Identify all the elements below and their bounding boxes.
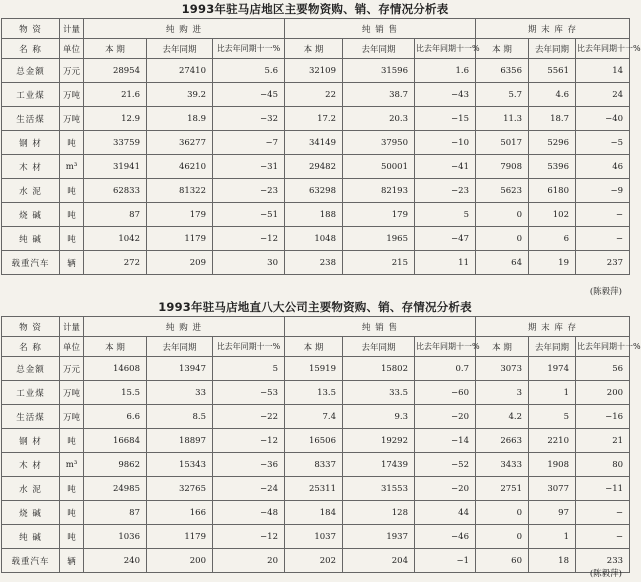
cell-inventory-current: 3073 bbox=[476, 357, 529, 381]
cell-inventory-pct-change: −40 bbox=[576, 107, 630, 131]
header-unit-2: 单位 bbox=[60, 39, 84, 59]
header-pct-change: 比去年同期十一% bbox=[576, 39, 630, 59]
header-last-year: 去年同期 bbox=[147, 337, 213, 357]
cell-inventory-current: 0 bbox=[476, 501, 529, 525]
cell-purchase-last-year: 81322 bbox=[147, 179, 213, 203]
table-row bbox=[2, 381, 630, 405]
cell-sales-pct-change: −20 bbox=[415, 405, 476, 429]
cell-sales-last-year: 204 bbox=[343, 549, 415, 573]
cell-material-name: 烧 碱 bbox=[2, 501, 60, 525]
cell-sales-pct-change: −43 bbox=[415, 83, 476, 107]
cell-purchase-current: 87 bbox=[84, 501, 147, 525]
cell-unit: 万吨 bbox=[60, 83, 84, 107]
cell-purchase-current: 33759 bbox=[84, 131, 147, 155]
header-purchase: 纯 购 进 bbox=[84, 19, 285, 39]
cell-inventory-last-year: 1 bbox=[529, 525, 576, 549]
cell-sales-current: 13.5 bbox=[285, 381, 343, 405]
cell-unit: 万吨 bbox=[60, 405, 84, 429]
cell-inventory-last-year: 102 bbox=[529, 203, 576, 227]
cell-purchase-pct-change: 30 bbox=[213, 251, 285, 275]
header-inventory: 期 末 库 存 bbox=[476, 19, 630, 39]
cell-material-name: 木 材 bbox=[2, 155, 60, 179]
header-current: 本 期 bbox=[84, 39, 147, 59]
table2-note: (陈毅萍) bbox=[589, 569, 622, 579]
cell-sales-last-year: 20.3 bbox=[343, 107, 415, 131]
cell-inventory-last-year: 18 bbox=[529, 549, 576, 573]
table1-note: (陈毅萍) bbox=[589, 287, 622, 297]
table-row bbox=[2, 179, 630, 203]
cell-purchase-pct-change: 5 bbox=[213, 357, 285, 381]
cell-inventory-pct-change: 46 bbox=[576, 155, 630, 179]
header-pct-change: 比去年同期十一% bbox=[576, 337, 630, 357]
cell-sales-current: 16506 bbox=[285, 429, 343, 453]
cell-purchase-last-year: 179 bbox=[147, 203, 213, 227]
cell-sales-last-year: 215 bbox=[343, 251, 415, 275]
header-current: 本 期 bbox=[285, 337, 343, 357]
cell-inventory-pct-change: 80 bbox=[576, 453, 630, 477]
cell-unit: 万吨 bbox=[60, 381, 84, 405]
cell-unit: 吨 bbox=[60, 501, 84, 525]
cell-sales-pct-change: −23 bbox=[415, 179, 476, 203]
header-material-1: 物 资 bbox=[2, 19, 60, 39]
cell-inventory-last-year: 6 bbox=[529, 227, 576, 251]
cell-inventory-last-year: 1 bbox=[529, 381, 576, 405]
cell-purchase-last-year: 46210 bbox=[147, 155, 213, 179]
table-row bbox=[2, 453, 630, 477]
cell-purchase-current: 62833 bbox=[84, 179, 147, 203]
cell-inventory-current: 7908 bbox=[476, 155, 529, 179]
cell-sales-pct-change: 5 bbox=[415, 203, 476, 227]
cell-inventory-current: 3433 bbox=[476, 453, 529, 477]
cell-purchase-last-year: 166 bbox=[147, 501, 213, 525]
cell-inventory-current: 2663 bbox=[476, 429, 529, 453]
cell-material-name: 钢 材 bbox=[2, 131, 60, 155]
cell-sales-last-year: 15802 bbox=[343, 357, 415, 381]
cell-inventory-current: 60 bbox=[476, 549, 529, 573]
cell-purchase-current: 31941 bbox=[84, 155, 147, 179]
cell-inventory-current: 64 bbox=[476, 251, 529, 275]
cell-sales-current: 8337 bbox=[285, 453, 343, 477]
cell-purchase-last-year: 32765 bbox=[147, 477, 213, 501]
cell-purchase-pct-change: −36 bbox=[213, 453, 285, 477]
cell-purchase-current: 14608 bbox=[84, 357, 147, 381]
cell-purchase-last-year: 1179 bbox=[147, 227, 213, 251]
cell-purchase-last-year: 33 bbox=[147, 381, 213, 405]
cell-inventory-last-year: 3077 bbox=[529, 477, 576, 501]
cell-inventory-last-year: 6180 bbox=[529, 179, 576, 203]
header-sales: 纯 销 售 bbox=[285, 317, 476, 337]
cell-unit: 万元 bbox=[60, 357, 84, 381]
cell-sales-current: 63298 bbox=[285, 179, 343, 203]
header-pct-change: 比去年同期十一% bbox=[415, 337, 476, 357]
cell-unit: 吨 bbox=[60, 131, 84, 155]
cell-purchase-pct-change: −31 bbox=[213, 155, 285, 179]
cell-inventory-pct-change: − bbox=[576, 501, 630, 525]
cell-inventory-last-year: 4.6 bbox=[529, 83, 576, 107]
header-material-2: 名 称 bbox=[2, 39, 60, 59]
cell-purchase-pct-change: 5.6 bbox=[213, 59, 285, 83]
cell-sales-pct-change: 44 bbox=[415, 501, 476, 525]
cell-sales-current: 184 bbox=[285, 501, 343, 525]
cell-purchase-pct-change: −12 bbox=[213, 429, 285, 453]
cell-material-name: 生活煤 bbox=[2, 107, 60, 131]
cell-inventory-pct-change: 200 bbox=[576, 381, 630, 405]
cell-sales-last-year: 1937 bbox=[343, 525, 415, 549]
cell-inventory-pct-change: 233 bbox=[576, 549, 630, 573]
cell-sales-pct-change: −47 bbox=[415, 227, 476, 251]
header-inventory: 期 末 库 存 bbox=[476, 317, 630, 337]
cell-sales-pct-change: −15 bbox=[415, 107, 476, 131]
table-row bbox=[2, 131, 630, 155]
cell-sales-pct-change: 0.7 bbox=[415, 357, 476, 381]
cell-inventory-current: 0 bbox=[476, 525, 529, 549]
cell-inventory-pct-change: 56 bbox=[576, 357, 630, 381]
cell-purchase-last-year: 18897 bbox=[147, 429, 213, 453]
cell-purchase-current: 240 bbox=[84, 549, 147, 573]
cell-sales-last-year: 37950 bbox=[343, 131, 415, 155]
table-row bbox=[2, 251, 630, 275]
header-last-year: 去年同期 bbox=[147, 39, 213, 59]
cell-sales-pct-change: −1 bbox=[415, 549, 476, 573]
header-unit-1: 计量 bbox=[60, 19, 84, 39]
cell-sales-last-year: 82193 bbox=[343, 179, 415, 203]
cell-purchase-last-year: 18.9 bbox=[147, 107, 213, 131]
cell-inventory-last-year: 1908 bbox=[529, 453, 576, 477]
cell-sales-current: 34149 bbox=[285, 131, 343, 155]
table1-title: 1993年驻马店地区主要物资购、销、存情况分析表 bbox=[181, 2, 449, 16]
cell-purchase-pct-change: −45 bbox=[213, 83, 285, 107]
header-unit-2: 单位 bbox=[60, 337, 84, 357]
cell-material-name: 工业煤 bbox=[2, 83, 60, 107]
cell-material-name: 工业煤 bbox=[2, 381, 60, 405]
cell-sales-last-year: 179 bbox=[343, 203, 415, 227]
cell-inventory-last-year: 19 bbox=[529, 251, 576, 275]
cell-inventory-last-year: 2210 bbox=[529, 429, 576, 453]
table-row bbox=[2, 429, 630, 453]
cell-inventory-last-year: 5396 bbox=[529, 155, 576, 179]
cell-purchase-pct-change: −7 bbox=[213, 131, 285, 155]
cell-sales-pct-change: −10 bbox=[415, 131, 476, 155]
cell-purchase-last-year: 200 bbox=[147, 549, 213, 573]
table-row bbox=[2, 405, 630, 429]
cell-sales-pct-change: 11 bbox=[415, 251, 476, 275]
table-row bbox=[2, 501, 630, 525]
cell-purchase-pct-change: −24 bbox=[213, 477, 285, 501]
cell-sales-last-year: 33.5 bbox=[343, 381, 415, 405]
cell-unit: m³ bbox=[60, 155, 84, 179]
cell-sales-current: 15919 bbox=[285, 357, 343, 381]
cell-purchase-last-year: 27410 bbox=[147, 59, 213, 83]
table-row bbox=[2, 227, 630, 251]
cell-sales-last-year: 38.7 bbox=[343, 83, 415, 107]
table1-header-row-2 bbox=[2, 39, 630, 59]
cell-inventory-pct-change: − bbox=[576, 227, 630, 251]
header-unit-1: 计量 bbox=[60, 317, 84, 337]
cell-inventory-current: 5.7 bbox=[476, 83, 529, 107]
cell-inventory-current: 5017 bbox=[476, 131, 529, 155]
cell-purchase-current: 28954 bbox=[84, 59, 147, 83]
table-row bbox=[2, 357, 630, 381]
cell-sales-current: 1037 bbox=[285, 525, 343, 549]
cell-purchase-last-year: 15343 bbox=[147, 453, 213, 477]
cell-inventory-last-year: 1974 bbox=[529, 357, 576, 381]
table-row bbox=[2, 107, 630, 131]
cell-sales-pct-change: −60 bbox=[415, 381, 476, 405]
header-last-year: 去年同期 bbox=[529, 337, 576, 357]
table1-body bbox=[2, 19, 641, 275]
cell-sales-current: 7.4 bbox=[285, 405, 343, 429]
cell-purchase-current: 6.6 bbox=[84, 405, 147, 429]
cell-inventory-current: 2751 bbox=[476, 477, 529, 501]
table-row bbox=[2, 155, 630, 179]
cell-inventory-pct-change: 237 bbox=[576, 251, 630, 275]
cell-inventory-current: 11.3 bbox=[476, 107, 529, 131]
cell-purchase-current: 21.6 bbox=[84, 83, 147, 107]
cell-unit: 吨 bbox=[60, 525, 84, 549]
table1-header-row-1 bbox=[2, 19, 630, 39]
table-row bbox=[2, 203, 630, 227]
cell-inventory-pct-change: −16 bbox=[576, 405, 630, 429]
cell-sales-current: 188 bbox=[285, 203, 343, 227]
cell-purchase-last-year: 36277 bbox=[147, 131, 213, 155]
cell-inventory-pct-change: 24 bbox=[576, 83, 630, 107]
cell-sales-last-year: 31553 bbox=[343, 477, 415, 501]
cell-inventory-pct-change: −9 bbox=[576, 179, 630, 203]
table2-header-row-2 bbox=[2, 337, 630, 357]
header-pct-change: 比去年同期十一% bbox=[213, 39, 285, 59]
cell-purchase-pct-change: −12 bbox=[213, 525, 285, 549]
cell-material-name: 钢 材 bbox=[2, 429, 60, 453]
cell-purchase-pct-change: −53 bbox=[213, 381, 285, 405]
cell-sales-current: 1048 bbox=[285, 227, 343, 251]
cell-unit: 吨 bbox=[60, 477, 84, 501]
cell-inventory-pct-change: − bbox=[576, 525, 630, 549]
header-purchase: 纯 购 进 bbox=[84, 317, 285, 337]
cell-inventory-last-year: 18.7 bbox=[529, 107, 576, 131]
cell-unit: 万元 bbox=[60, 59, 84, 83]
cell-material-name: 木 材 bbox=[2, 453, 60, 477]
cell-sales-current: 22 bbox=[285, 83, 343, 107]
header-material-1: 物 资 bbox=[2, 317, 60, 337]
table2-title: 1993年驻马店地直八大公司主要物资购、销、存情况分析表 bbox=[158, 300, 472, 314]
cell-inventory-current: 0 bbox=[476, 227, 529, 251]
cell-purchase-pct-change: −22 bbox=[213, 405, 285, 429]
cell-purchase-current: 24985 bbox=[84, 477, 147, 501]
cell-inventory-last-year: 5 bbox=[529, 405, 576, 429]
cell-unit: 辆 bbox=[60, 251, 84, 275]
header-current: 本 期 bbox=[476, 337, 529, 357]
cell-purchase-pct-change: −51 bbox=[213, 203, 285, 227]
header-last-year: 去年同期 bbox=[343, 39, 415, 59]
cell-sales-last-year: 17439 bbox=[343, 453, 415, 477]
table-row bbox=[2, 549, 630, 573]
cell-sales-pct-change: −52 bbox=[415, 453, 476, 477]
cell-material-name: 载重汽车 bbox=[2, 549, 60, 573]
header-current: 本 期 bbox=[476, 39, 529, 59]
cell-purchase-current: 12.9 bbox=[84, 107, 147, 131]
cell-purchase-current: 272 bbox=[84, 251, 147, 275]
cell-material-name: 总金额 bbox=[2, 357, 60, 381]
cell-purchase-current: 1036 bbox=[84, 525, 147, 549]
cell-unit: m³ bbox=[60, 453, 84, 477]
cell-sales-pct-change: −14 bbox=[415, 429, 476, 453]
cell-purchase-current: 9862 bbox=[84, 453, 147, 477]
cell-sales-current: 29482 bbox=[285, 155, 343, 179]
cell-sales-last-year: 31596 bbox=[343, 59, 415, 83]
cell-inventory-pct-change: −5 bbox=[576, 131, 630, 155]
cell-sales-last-year: 1965 bbox=[343, 227, 415, 251]
cell-purchase-last-year: 1179 bbox=[147, 525, 213, 549]
cell-inventory-pct-change: 21 bbox=[576, 429, 630, 453]
cell-unit: 吨 bbox=[60, 429, 84, 453]
cell-material-name: 纯 碱 bbox=[2, 227, 60, 251]
header-current: 本 期 bbox=[84, 337, 147, 357]
header-sales: 纯 销 售 bbox=[285, 19, 476, 39]
cell-purchase-pct-change: −23 bbox=[213, 179, 285, 203]
cell-material-name: 载重汽车 bbox=[2, 251, 60, 275]
cell-inventory-pct-change: −11 bbox=[576, 477, 630, 501]
cell-unit: 万吨 bbox=[60, 107, 84, 131]
table1 bbox=[1, 18, 641, 275]
cell-purchase-pct-change: −32 bbox=[213, 107, 285, 131]
cell-material-name: 水 泥 bbox=[2, 477, 60, 501]
cell-material-name: 烧 碱 bbox=[2, 203, 60, 227]
cell-purchase-last-year: 8.5 bbox=[147, 405, 213, 429]
cell-purchase-last-year: 13947 bbox=[147, 357, 213, 381]
table-row bbox=[2, 59, 630, 83]
cell-sales-current: 238 bbox=[285, 251, 343, 275]
table-row bbox=[2, 83, 630, 107]
cell-sales-current: 17.2 bbox=[285, 107, 343, 131]
cell-inventory-last-year: 5561 bbox=[529, 59, 576, 83]
cell-sales-last-year: 50001 bbox=[343, 155, 415, 179]
cell-purchase-pct-change: −48 bbox=[213, 501, 285, 525]
cell-purchase-last-year: 39.2 bbox=[147, 83, 213, 107]
cell-inventory-current: 0 bbox=[476, 203, 529, 227]
cell-inventory-pct-change: 14 bbox=[576, 59, 630, 83]
cell-purchase-current: 87 bbox=[84, 203, 147, 227]
cell-sales-last-year: 19292 bbox=[343, 429, 415, 453]
cell-sales-pct-change: 1.6 bbox=[415, 59, 476, 83]
header-current: 本 期 bbox=[285, 39, 343, 59]
cell-purchase-current: 16684 bbox=[84, 429, 147, 453]
cell-purchase-pct-change: −12 bbox=[213, 227, 285, 251]
cell-sales-current: 32109 bbox=[285, 59, 343, 83]
cell-inventory-current: 6356 bbox=[476, 59, 529, 83]
cell-sales-current: 202 bbox=[285, 549, 343, 573]
cell-material-name: 纯 碱 bbox=[2, 525, 60, 549]
cell-unit: 吨 bbox=[60, 179, 84, 203]
table2-header-row-1 bbox=[2, 317, 630, 337]
table-row bbox=[2, 525, 630, 549]
cell-inventory-last-year: 97 bbox=[529, 501, 576, 525]
table-row bbox=[2, 477, 630, 501]
cell-inventory-current: 5623 bbox=[476, 179, 529, 203]
table2-section bbox=[0, 298, 641, 573]
header-pct-change: 比去年同期十一% bbox=[213, 337, 285, 357]
cell-inventory-current: 4.2 bbox=[476, 405, 529, 429]
header-last-year: 去年同期 bbox=[343, 337, 415, 357]
cell-sales-current: 25311 bbox=[285, 477, 343, 501]
cell-unit: 吨 bbox=[60, 227, 84, 251]
cell-sales-last-year: 9.3 bbox=[343, 405, 415, 429]
cell-purchase-last-year: 209 bbox=[147, 251, 213, 275]
cell-purchase-current: 1042 bbox=[84, 227, 147, 251]
table1-section bbox=[0, 0, 641, 275]
cell-sales-pct-change: −46 bbox=[415, 525, 476, 549]
cell-inventory-last-year: 5296 bbox=[529, 131, 576, 155]
header-material-2: 名 称 bbox=[2, 337, 60, 357]
table2-body bbox=[2, 317, 641, 573]
cell-inventory-pct-change: − bbox=[576, 203, 630, 227]
cell-unit: 吨 bbox=[60, 203, 84, 227]
cell-purchase-current: 15.5 bbox=[84, 381, 147, 405]
cell-inventory-current: 3 bbox=[476, 381, 529, 405]
cell-purchase-pct-change: 20 bbox=[213, 549, 285, 573]
cell-material-name: 总金额 bbox=[2, 59, 60, 83]
cell-sales-last-year: 128 bbox=[343, 501, 415, 525]
header-last-year: 去年同期 bbox=[529, 39, 576, 59]
cell-sales-pct-change: −41 bbox=[415, 155, 476, 179]
table2 bbox=[1, 316, 641, 573]
cell-unit: 辆 bbox=[60, 549, 84, 573]
header-pct-change: 比去年同期十一% bbox=[415, 39, 476, 59]
cell-material-name: 水 泥 bbox=[2, 179, 60, 203]
cell-sales-pct-change: −20 bbox=[415, 477, 476, 501]
cell-material-name: 生活煤 bbox=[2, 405, 60, 429]
